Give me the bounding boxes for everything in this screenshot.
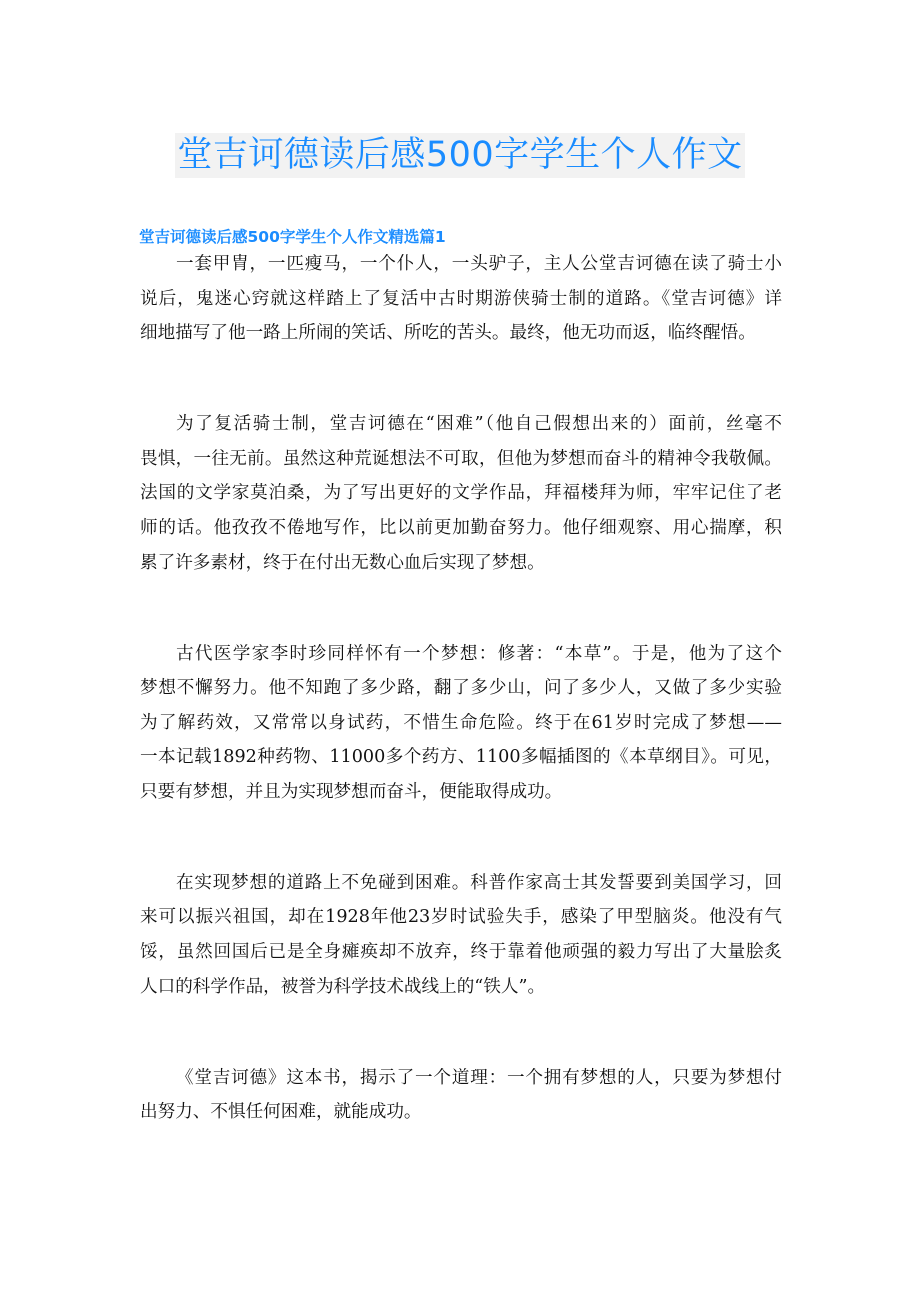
section-heading: 堂吉诃德读后感500字学生个人作文精选篇1: [139, 228, 446, 246]
paragraph: [140, 866, 782, 1004]
text-line: 一本记载1892种药物、11000多个药方、1100多幅插图的《本草纲目》。可见，: [140, 747, 782, 768]
text-line: 师的话。他孜孜不倦地写作，比以前更加勤奋努力。他仔细观察、用心揣摩，积: [140, 517, 782, 538]
text-line: 人口的科学作品，被誉为科学技术战线上的“铁人”。: [140, 976, 546, 997]
document-body: [140, 247, 782, 1186]
text-line: 《堂吉诃德》这本书，揭示了一个道理：一个拥有梦想的人，只要为梦想付: [176, 1067, 782, 1088]
paragraph: [140, 407, 782, 580]
text-line: 为了解药效，又常常以身试药，不惜生命危险。终于在61岁时完成了梦想——: [140, 712, 782, 733]
text-line: 为了复活骑士制，堂吉诃德在“困难”（他自己假想出来的）面前，丝毫不: [176, 414, 782, 435]
text-line: 出努力、不惧任何困难，就能成功。: [140, 1102, 422, 1123]
text-line: 古代医学家李时珍同样怀有一个梦想：修著：“本草”。于是，他为了这个: [176, 643, 782, 664]
text-line: 馁，虽然回国后已是全身瘫痪却不放弃，终于靠着他顽强的毅力写出了大量脍炙: [140, 942, 782, 963]
paragraph: [140, 637, 782, 810]
text-line: 说后，鬼迷心窍就这样踏上了复活中古时期游侠骑士制的道路。《堂吉诃德》详: [140, 288, 782, 309]
text-line: 畏惧，一往无前。虽然这种荒诞想法不可取，但他为梦想而奋斗的精神令我敬佩。: [140, 448, 782, 469]
text-line: 来可以振兴祖国，却在1928年他23岁时试验失手，感染了甲型脑炎。他没有气: [140, 907, 782, 928]
title-container: [0, 133, 920, 178]
paragraph: [140, 1061, 782, 1130]
text-line: 在实现梦想的道路上不免碰到困难。科普作家高士其发誓要到美国学习，回: [176, 872, 782, 893]
text-line: 一套甲胄，一匹瘦马，一个仆人，一头驴子，主人公堂吉诃德在读了骑士小: [176, 254, 782, 274]
paragraph: [140, 247, 782, 351]
text-line: 梦想不懈努力。他不知跑了多少路，翻了多少山，问了多少人，又做了多少实验: [140, 678, 782, 699]
document-title: 堂吉诃德读后感500字学生个人作文: [175, 133, 744, 178]
text-line: 累了许多素材，终于在付出无数心血后实现了梦想。: [140, 552, 545, 573]
text-line: 法国的文学家莫泊桑，为了写出更好的文学作品，拜福楼拜为师，牢牢记住了老: [140, 483, 782, 504]
text-line: 只要有梦想，并且为实现梦想而奋斗，便能取得成功。: [140, 781, 563, 802]
text-line: 细地描写了他一路上所闹的笑话、所吃的苦头。最终，他无功而返，临终醒悟。: [140, 323, 756, 344]
